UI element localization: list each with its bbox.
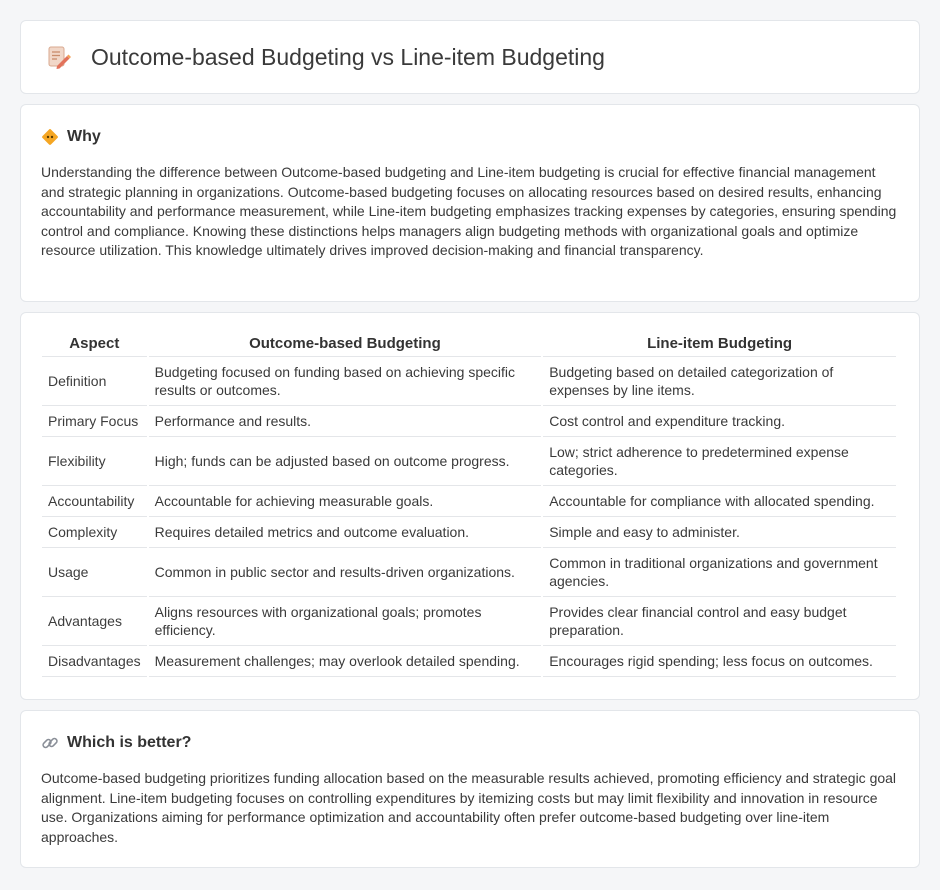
table-row: [42, 548, 896, 597]
table-row: [42, 597, 896, 646]
diamond-sign-icon: [41, 128, 59, 146]
row-outcome: Measurement challenges; may overlook detailed spending.: [149, 646, 542, 677]
row-aspect: Flexibility: [42, 437, 147, 486]
why-heading-row: [41, 125, 899, 149]
better-heading: Which is better?: [67, 734, 192, 751]
row-lineitem: Simple and easy to administer.: [543, 517, 896, 548]
row-outcome: High; funds can be adjusted based on outcome progress.: [149, 437, 542, 486]
row-aspect: Usage: [42, 548, 147, 597]
comparison-card: [20, 312, 920, 700]
row-aspect: Disadvantages: [42, 646, 147, 677]
row-aspect: Complexity: [42, 517, 147, 548]
row-aspect: Definition: [42, 357, 147, 406]
table-row: [42, 517, 896, 548]
document-pencil-icon: [45, 44, 71, 70]
row-outcome: Accountable for achieving measurable goals.: [149, 486, 542, 517]
table-row: [42, 486, 896, 517]
row-outcome: Budgeting focused on funding based on achieving specific results or outcomes.: [149, 357, 542, 406]
why-heading: Why: [67, 128, 101, 145]
row-aspect: Advantages: [42, 597, 147, 646]
row-lineitem: Accountable for compliance with allocated spending.: [543, 486, 896, 517]
table-row: [42, 437, 896, 486]
row-outcome: Requires detailed metrics and outcome evaluation.: [149, 517, 542, 548]
page: [20, 20, 920, 868]
row-lineitem: Low; strict adherence to predetermined expense categories.: [543, 437, 896, 486]
better-body: Outcome-based budgeting prioritizes funding allocation based on the measurable results achieved, promoting efficiency and strategic goal alignment. Line-item budgeting focuses on controlling expenditures by itemizing costs but may limit flexibility and innovation in resource use. Organizations aiming for performance optimization and accountability often prefer outcome-based budgeting over line-item approaches.: [41, 770, 897, 845]
header-aspect: Aspect: [42, 333, 147, 357]
title-card: [20, 20, 920, 94]
row-outcome: Aligns resources with organizational goals; promotes efficiency.: [149, 597, 542, 646]
table-row: [42, 406, 896, 437]
table-header-row: [42, 333, 896, 357]
which-better-section: [20, 710, 920, 868]
why-section: [20, 104, 920, 302]
link-icon: [41, 734, 59, 752]
why-body: Understanding the difference between Outcome-based budgeting and Line-item budgeting is crucial for effective financial management and strategic planning in organizations. Outcome-based budgeting focuses on allocating resources based on desired results, enhancing accountability and performance measurement, while Line-item budgeting emphasizes tracking expenses by categories, ensuring spending control and compliance. Knowing these distinctions helps managers align budgeting methods with organizational goals and optimize resource utilization. This knowledge ultimately drives improved decision-making and financial transparency.: [41, 164, 897, 258]
row-aspect: Accountability: [42, 486, 147, 517]
comparison-table: [40, 333, 898, 677]
row-lineitem: Budgeting based on detailed categorization of expenses by line items.: [543, 357, 896, 406]
table-row: [42, 646, 896, 677]
header-lineitem: Line-item Budgeting: [543, 333, 896, 357]
table-row: [42, 357, 896, 406]
row-outcome: Common in public sector and results-driven organizations.: [149, 548, 542, 597]
row-lineitem: Provides clear financial control and easy budget preparation.: [543, 597, 896, 646]
page-title: Outcome-based Budgeting vs Line-item Budgeting: [91, 43, 605, 70]
row-lineitem: Common in traditional organizations and government agencies.: [543, 548, 896, 597]
row-lineitem: Cost control and expenditure tracking.: [543, 406, 896, 437]
row-outcome: Performance and results.: [149, 406, 542, 437]
row-aspect: Primary Focus: [42, 406, 147, 437]
row-lineitem: Encourages rigid spending; less focus on outcomes.: [543, 646, 896, 677]
better-heading-row: [41, 731, 899, 755]
header-outcome: Outcome-based Budgeting: [149, 333, 542, 357]
